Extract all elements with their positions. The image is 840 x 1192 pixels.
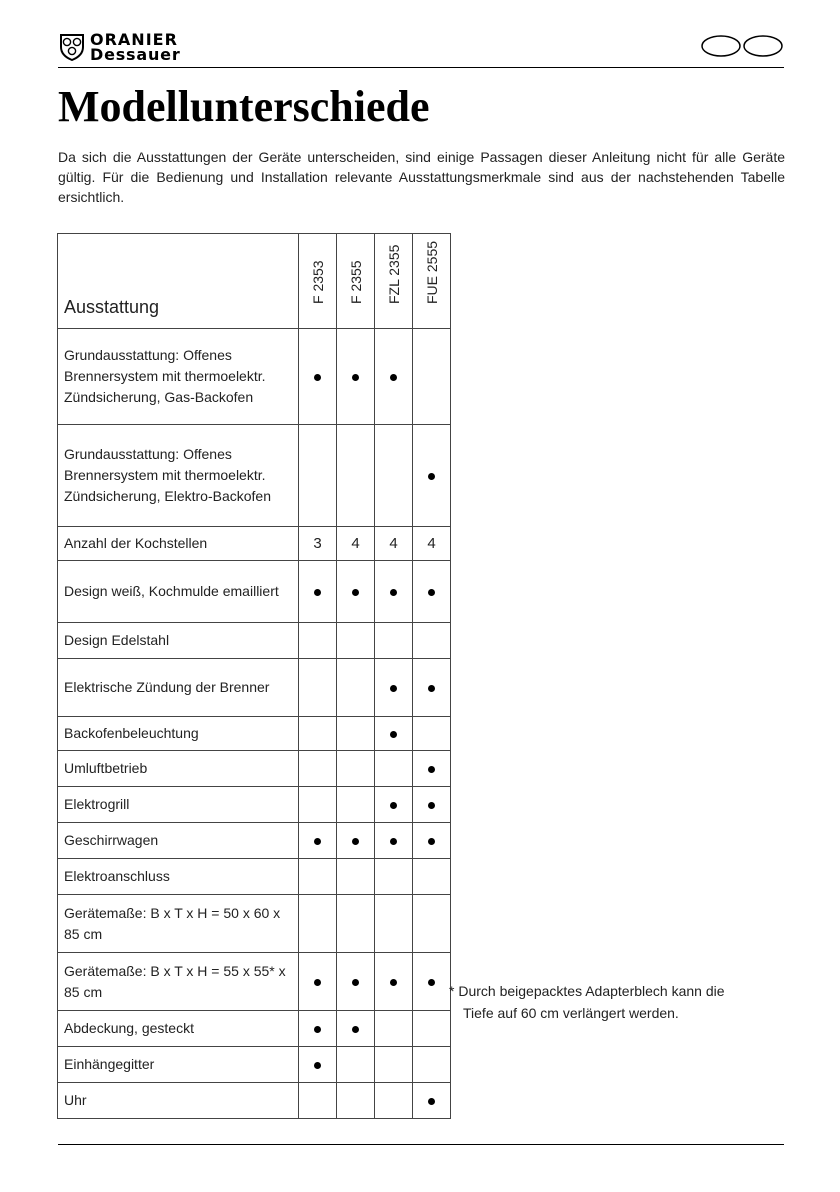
model-value-cell bbox=[375, 895, 413, 953]
model-value-cell bbox=[413, 717, 451, 751]
model-label: F 2355 bbox=[347, 260, 364, 304]
column-header-model bbox=[337, 234, 375, 329]
model-value-cell bbox=[413, 751, 451, 787]
table-row bbox=[58, 717, 451, 751]
feature-label: Design Edelstahl bbox=[58, 623, 299, 659]
model-value-cell bbox=[337, 1011, 375, 1047]
model-value-cell bbox=[413, 659, 451, 717]
model-value-cell bbox=[375, 823, 413, 859]
model-value-cell bbox=[337, 623, 375, 659]
bullet-dot-icon bbox=[428, 473, 435, 480]
model-value-cell bbox=[375, 425, 413, 527]
column-header-model bbox=[413, 234, 451, 329]
model-value-cell bbox=[375, 623, 413, 659]
model-value-cell: 4 bbox=[337, 527, 375, 561]
feature-label: Grundausstattung: Offenes Brennersystem mit thermoelektr. Zündsicherung, Gas-Backofen bbox=[58, 329, 299, 425]
model-value-cell bbox=[413, 329, 451, 425]
table-row bbox=[58, 859, 451, 895]
feature-label: Gerätemaße: B x T x H = 55 x 55* x 85 cm bbox=[58, 953, 299, 1011]
bullet-dot-icon bbox=[390, 374, 397, 381]
feature-label: Grundausstattung: Offenes Brennersystem mit thermoelektr. Zündsicherung, Elektro-Backofen bbox=[58, 425, 299, 527]
model-value-cell bbox=[337, 895, 375, 953]
table-header-row bbox=[58, 234, 451, 329]
model-value-cell: 4 bbox=[413, 527, 451, 561]
model-value-cell bbox=[299, 561, 337, 623]
bullet-dot-icon bbox=[352, 374, 359, 381]
table-row bbox=[58, 1011, 451, 1047]
model-value-cell bbox=[413, 895, 451, 953]
table-row bbox=[58, 425, 451, 527]
model-value-cell bbox=[375, 859, 413, 895]
bullet-dot-icon bbox=[390, 731, 397, 738]
table-row bbox=[58, 953, 451, 1011]
bullet-dot-icon bbox=[428, 766, 435, 773]
model-value-cell bbox=[375, 659, 413, 717]
model-value-cell bbox=[299, 953, 337, 1011]
bullet-dot-icon bbox=[314, 589, 321, 596]
feature-label: Uhr bbox=[58, 1083, 299, 1119]
bullet-dot-icon bbox=[428, 802, 435, 809]
table-row bbox=[58, 329, 451, 425]
bullet-dot-icon bbox=[428, 1098, 435, 1105]
model-value-cell bbox=[299, 1047, 337, 1083]
header-divider bbox=[58, 67, 784, 68]
bullet-dot-icon bbox=[390, 979, 397, 986]
bullet-dot-icon bbox=[314, 374, 321, 381]
feature-label: Umluftbetrieb bbox=[58, 751, 299, 787]
page-title: Modellunterschiede bbox=[58, 82, 430, 131]
model-value-cell bbox=[413, 623, 451, 659]
bullet-dot-icon bbox=[314, 838, 321, 845]
model-value-cell bbox=[413, 561, 451, 623]
bullet-dot-icon bbox=[428, 979, 435, 986]
bullet-dot-icon bbox=[314, 1062, 321, 1069]
model-value-cell bbox=[375, 787, 413, 823]
feature-label: Design weiß, Kochmulde emailliert bbox=[58, 561, 299, 623]
seal-icon bbox=[58, 33, 86, 61]
column-header-features: Ausstattung bbox=[58, 234, 299, 329]
language-ovals-icon bbox=[700, 34, 785, 58]
feature-label: Backofenbeleuchtung bbox=[58, 717, 299, 751]
table-row bbox=[58, 895, 451, 953]
model-value-cell bbox=[375, 751, 413, 787]
model-value-cell bbox=[375, 1011, 413, 1047]
footnote-line: * Durch beigepacktes Adapterblech kann die bbox=[449, 983, 725, 999]
model-value-cell bbox=[299, 717, 337, 751]
model-value-cell bbox=[337, 1047, 375, 1083]
bullet-dot-icon bbox=[352, 589, 359, 596]
model-value-cell bbox=[337, 717, 375, 751]
feature-label: Elektrogrill bbox=[58, 787, 299, 823]
model-value-cell bbox=[375, 717, 413, 751]
model-value-cell bbox=[299, 329, 337, 425]
model-value-cell bbox=[375, 1047, 413, 1083]
footer-divider bbox=[58, 1144, 784, 1145]
footnote-line: Tiefe auf 60 cm verlängert werden. bbox=[463, 1005, 679, 1021]
model-value-cell bbox=[337, 1083, 375, 1119]
model-value-cell bbox=[413, 1011, 451, 1047]
intro-paragraph: Da sich die Ausstattungen der Geräte unterscheiden, sind einige Passagen dieser Anleitung nicht für alle Geräte gültig. Für die Bedienung und Installation relevante Ausstattungsmerkmale sind aus der nachstehenden Tabelle ersichtlich. bbox=[58, 149, 785, 205]
model-value-cell bbox=[299, 859, 337, 895]
bullet-dot-icon bbox=[390, 838, 397, 845]
model-value-cell bbox=[413, 823, 451, 859]
model-value-cell bbox=[337, 561, 375, 623]
model-value-cell bbox=[337, 425, 375, 527]
table-row bbox=[58, 561, 451, 623]
feature-label: Geschirrwagen bbox=[58, 823, 299, 859]
model-label: FZL 2355 bbox=[385, 244, 402, 304]
model-value-cell bbox=[337, 787, 375, 823]
feature-label: Anzahl der Kochstellen bbox=[58, 527, 299, 561]
model-value-cell bbox=[413, 859, 451, 895]
model-value-cell bbox=[375, 329, 413, 425]
table-row bbox=[58, 1047, 451, 1083]
model-value-cell bbox=[337, 823, 375, 859]
model-value-cell bbox=[337, 329, 375, 425]
table-row bbox=[58, 787, 451, 823]
table-row bbox=[58, 527, 451, 561]
model-value-cell bbox=[299, 425, 337, 527]
model-value-cell bbox=[337, 859, 375, 895]
table-row bbox=[58, 659, 451, 717]
model-value-cell bbox=[337, 659, 375, 717]
column-header-model bbox=[375, 234, 413, 329]
model-value-cell bbox=[299, 1011, 337, 1047]
model-value-cell bbox=[299, 623, 337, 659]
bullet-dot-icon bbox=[314, 1026, 321, 1033]
bullet-dot-icon bbox=[352, 838, 359, 845]
bullet-dot-icon bbox=[428, 838, 435, 845]
feature-label: Elektroanschluss bbox=[58, 859, 299, 895]
model-value-cell bbox=[375, 1083, 413, 1119]
table-row bbox=[58, 623, 451, 659]
brand-name-bottom: Dessauer bbox=[90, 45, 181, 64]
feature-label: Gerätemaße: B x T x H = 50 x 60 x 85 cm bbox=[58, 895, 299, 953]
bullet-dot-icon bbox=[428, 589, 435, 596]
bullet-dot-icon bbox=[390, 589, 397, 596]
model-value-cell bbox=[413, 953, 451, 1011]
model-value-cell bbox=[299, 787, 337, 823]
brand-logo bbox=[58, 32, 181, 62]
model-value-cell bbox=[299, 751, 337, 787]
model-value-cell: 4 bbox=[375, 527, 413, 561]
table-row bbox=[58, 1083, 451, 1119]
bullet-dot-icon bbox=[428, 685, 435, 692]
bullet-dot-icon bbox=[314, 979, 321, 986]
bullet-dot-icon bbox=[352, 1026, 359, 1033]
model-value-cell bbox=[375, 561, 413, 623]
model-value-cell bbox=[337, 751, 375, 787]
table-row bbox=[58, 751, 451, 787]
model-value-cell bbox=[299, 895, 337, 953]
model-value-cell bbox=[413, 1083, 451, 1119]
model-value-cell bbox=[337, 953, 375, 1011]
column-header-model bbox=[299, 234, 337, 329]
feature-label: Elektrische Zündung der Brenner bbox=[58, 659, 299, 717]
model-value-cell bbox=[413, 787, 451, 823]
bullet-dot-icon bbox=[352, 979, 359, 986]
model-label: F 2353 bbox=[309, 260, 326, 304]
bullet-dot-icon bbox=[390, 802, 397, 809]
feature-label: Abdeckung, gesteckt bbox=[58, 1011, 299, 1047]
feature-label: Einhängegitter bbox=[58, 1047, 299, 1083]
model-label: FUE 2555 bbox=[423, 240, 440, 304]
table-row bbox=[58, 823, 451, 859]
footnote bbox=[449, 980, 725, 1024]
feature-table bbox=[57, 233, 451, 1119]
bullet-dot-icon bbox=[390, 685, 397, 692]
model-value-cell bbox=[375, 953, 413, 1011]
model-value-cell: 3 bbox=[299, 527, 337, 561]
model-value-cell bbox=[299, 823, 337, 859]
model-value-cell bbox=[413, 1047, 451, 1083]
model-value-cell bbox=[299, 659, 337, 717]
model-value-cell bbox=[299, 1083, 337, 1119]
model-value-cell bbox=[413, 425, 451, 527]
brand-name-top: ORANIER bbox=[90, 30, 178, 49]
